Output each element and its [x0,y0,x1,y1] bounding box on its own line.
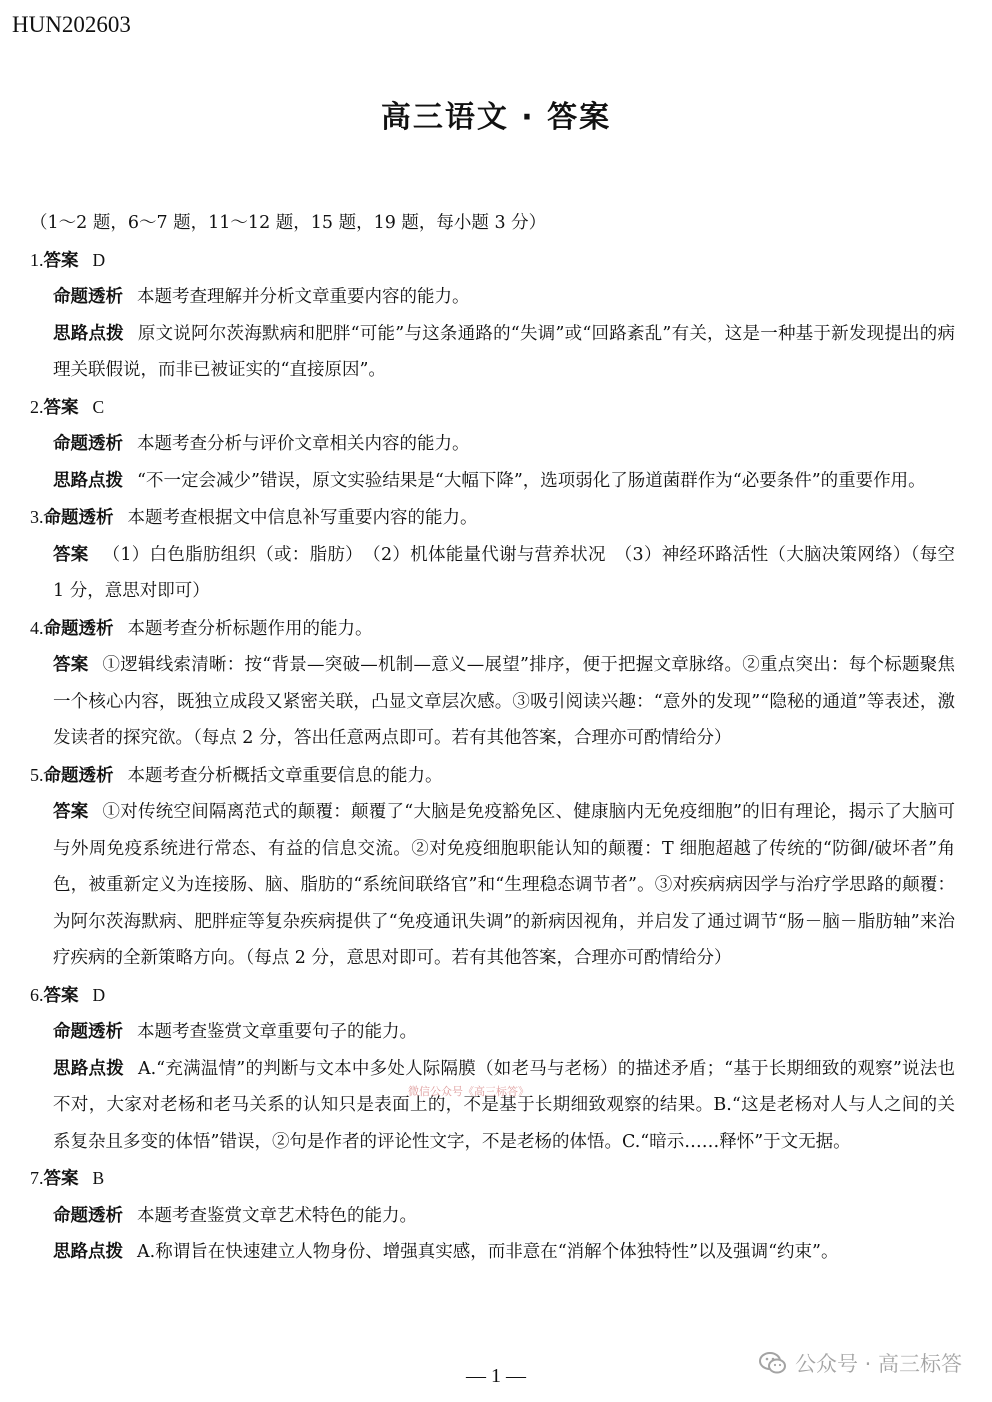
question-7-hint: 思路点拨 A.称谓旨在快速建立人物身份、增强真实感，而非意在“消解个体独特性”以及强调“约束”。 [53,1242,839,1262]
question-1-hint: 思路点拨 原文说阿尔茨海默病和肥胖“可能”与这条通路的“失调”或“回路紊乱”有关，这是一种基于新发现提出的病理关联假说，而非已被证实的“直接原因”。 [53,323,956,380]
answer-content [30,205,955,1271]
answer-choice: D [92,984,106,1005]
page-number: — 1 — [466,1365,526,1387]
question-6-analysis: 命题透析 本题考查鉴赏文章重要句子的能力。 [53,1022,417,1042]
watermark-account-name: 公众号 · 高三标答 [794,1352,962,1376]
answer-choice: C [92,396,105,417]
answer-choice: B [92,1168,105,1188]
answer-label: 答案 [43,1169,79,1189]
answer-label: 答案 [43,985,79,1006]
page-title: 高三语文 · 答案 [380,100,612,135]
section-note: （1～2 题，6～7 题，11～12 题，15 题，19 题，每小题 3 分） [30,213,547,233]
question-6-answer: 6.答案 D [30,984,106,1006]
document-code: HUN202603 [12,12,131,37]
question-5-analysis: 5.命题透析 本题考查分析概括文章重要信息的能力。 [30,764,443,786]
question-4-analysis: 4.命题透析 本题考查分析标题作用的能力。 [30,617,373,639]
question-5-answer: 答案 ①对传统空间隔离范式的颠覆：颠覆了“大脑是免疫豁免区、健康脑内无免疫细胞”的旧有理论，揭示了大脑可与外周免疫系统进行常态、有益的信息交流。②对免疫细胞职能认知的颠覆：T 细胞超越了传统的“防御/破坏者”角色，被重新定义为连接肠、脑、脂肪的“系统间联络官”和“生理稳态调节者”。③对疾病病因学与治疗学思路的颠覆：为阿尔茨海默病、肥胖症等复杂疾病提供了“免疫通讯失调”的新病因视角，并启发了通过调节“肠－脑－脂肪轴”来治疗疾病的全新策略方向。（每点 2 分，意思对即可。若有其他答案，合理亦可酌情给分） [53,802,956,968]
question-7-analysis: 命题透析 本题考查鉴赏文章艺术特色的能力。 [53,1205,417,1226]
question-4-answer: 答案 ①逻辑线索清晰：按“背景—突破—机制—意义—展望”排序，便于把握文章脉络。②重点突出：每个标题聚焦一个核心内容，既独立成段又紧密关联，凸显文章层次感。③吸引阅读兴趣：“意外的发现”“隐秘的通道”等表述，激发读者的探究欲。（每点 2 分，答出任意两点即可。若有其他答案，合理亦可酌情给分） [53,655,956,748]
answer-label: 答案 [43,250,79,271]
question-2-analysis: 命题透析 本题考查分析与评价文章相关内容的能力。 [53,434,470,454]
watermark-text: 微信公众号《高三标答》 [408,1085,529,1098]
question-3-answer: 答案 （1）白色脂肪组织（或：脂肪） （2）机体能量代谢与营养状况 （3）神经环路活性（大脑决策网络）（每空 1 分，意思对即可） [53,544,955,601]
answer-label: 答案 [43,397,79,418]
answer-choice: D [92,249,106,270]
question-3-analysis: 3.命题透析 本题考查根据文中信息补写重要内容的能力。 [30,507,478,528]
question-7-answer: 7.答案 B [30,1168,105,1189]
question-1-analysis: 命题透析 本题考查理解并分析文章重要内容的能力。 [53,287,470,307]
question-2-answer: 2.答案 C [30,396,105,418]
question-1-answer: 1.答案 D [30,249,106,271]
question-6-hint: 思路点拨 A.“充满温情”的判断与文本中多处人际隔膜（如老马与老杨）的描述矛盾；“基于长期细致的观察”说法也不对，大家对老杨和老马关系的认知只是表面上的，不是基于长期细致观察的结果。B.“这是老杨对人与人之间的关系复杂且多变的体悟”错误，②句是作者的评论性文字，不是老杨的体悟。C.“暗示……释怀”于文无据。 [53,1058,956,1152]
question-2-hint: 思路点拨 “不一定会减少”错误，原文实验结果是“大幅下降”，选项弱化了肠道菌群作为“必要条件”的重要作用。 [53,470,926,491]
